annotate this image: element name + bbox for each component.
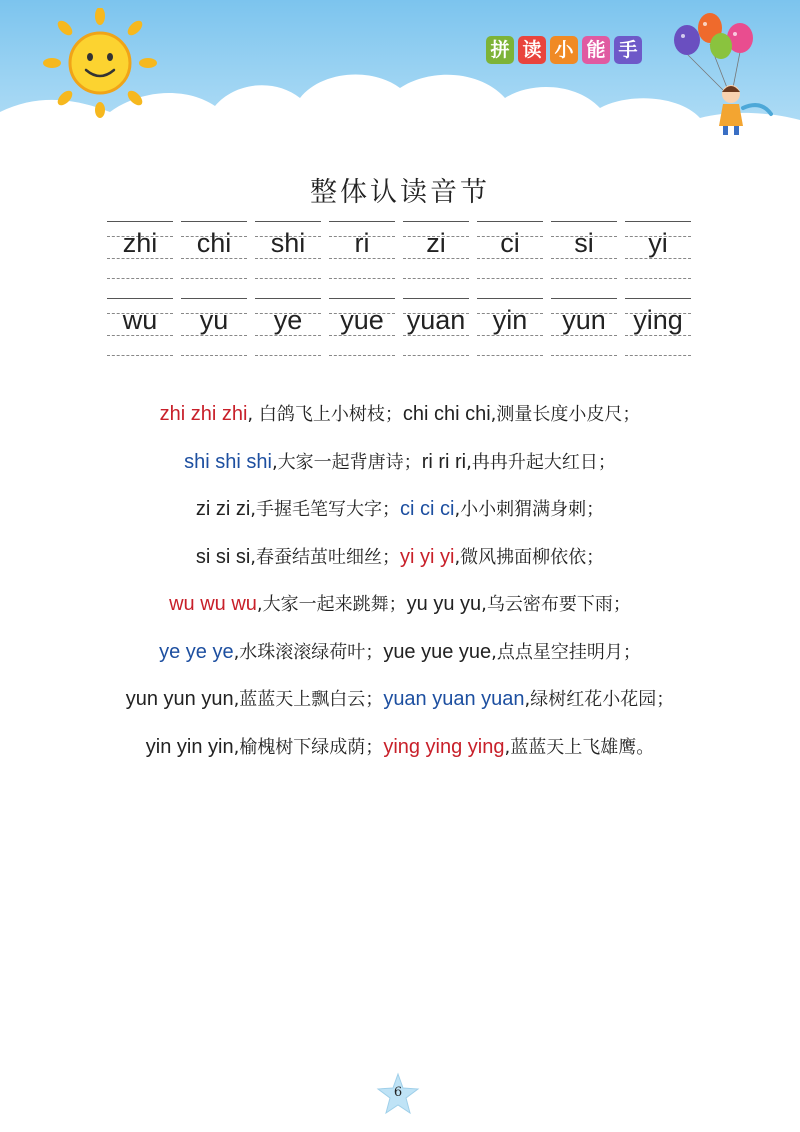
girl-with-balloons-illustration (665, 10, 785, 138)
syllable-cell (329, 214, 395, 286)
syllable-cell (403, 214, 469, 286)
syllable-text: ri (354, 228, 370, 258)
syllable-cell (551, 291, 617, 363)
verse-pinyin: yu yu yu (406, 593, 482, 615)
syllable-text: yin (492, 305, 528, 335)
page-number: 6 (393, 1085, 403, 1100)
verse-text: ,手握毛笔写大字； (250, 499, 400, 520)
verse-text: ,微风拂面柳依依； (454, 546, 605, 568)
page-title: 整体认读音节 (310, 177, 490, 208)
smiling-sun-illustration (40, 8, 160, 118)
syllable-cell (551, 214, 617, 286)
syllable-text: wu (122, 305, 158, 335)
syllable-cell (107, 214, 173, 286)
verse-line (0, 444, 800, 492)
verse-pinyin: wu wu wu (169, 593, 257, 615)
syllable-text: yu (199, 305, 229, 335)
verse-text: ,蓝蓝天上飘白云； (233, 689, 384, 710)
verse-text: ,点点星空挂明月； (491, 641, 641, 663)
verse-text: , 白鸽飞上小树枝； (247, 404, 403, 425)
syllable-text: si (574, 228, 594, 258)
syllable-cell (477, 291, 543, 363)
verse-pinyin: ye ye ye (159, 640, 234, 663)
syllable-cell (181, 214, 247, 286)
verse-pinyin: shi shi shi (184, 450, 272, 473)
verse-pinyin: yun yun yun (125, 688, 234, 710)
syllable-text: shi (270, 228, 306, 258)
banner-char: 能 (582, 36, 610, 64)
syllable-cell (255, 291, 321, 363)
verse-pinyin: yuan yuan yuan (383, 688, 525, 710)
syllable-text: zi (426, 228, 446, 258)
banner-char: 拼 (486, 36, 514, 64)
verse-pinyin: zhi zhi zhi (159, 403, 248, 425)
syllable-text: yun (562, 305, 606, 335)
syllable-text: yue (340, 305, 384, 335)
verse-line (0, 491, 800, 539)
syllable-text: ci (500, 228, 520, 258)
syllable-row (107, 214, 693, 286)
verse-text: ,小小刺猬满身刺； (454, 499, 605, 520)
syllable-cell (403, 291, 469, 363)
syllable-cell (625, 214, 691, 286)
syllable-text: yi (648, 228, 668, 258)
syllable-text: chi (196, 228, 232, 258)
verse-text: ,蓝蓝天上飞雄鹰。 (504, 736, 655, 758)
syllable-cell (329, 291, 395, 363)
verse-pinyin: yue yue yue (383, 640, 492, 663)
verse-line (0, 396, 800, 444)
verse-pinyin: ying ying ying (383, 735, 505, 758)
banner-char: 手 (614, 36, 642, 64)
verse-line (0, 539, 800, 587)
verse-text: ,冉冉升起大红日； (466, 451, 616, 473)
verse-line (0, 729, 800, 777)
syllable-cell (477, 214, 543, 286)
verse-text: ,水珠滚滚绿荷叶； (233, 641, 384, 663)
verse-pinyin: si si si (195, 545, 251, 568)
syllable-cell (181, 291, 247, 363)
page-number-badge (373, 1070, 423, 1120)
verse-list (0, 396, 800, 776)
syllable-text: ying (633, 305, 683, 335)
verse-pinyin: yi yi yi (400, 545, 455, 568)
banner-char: 读 (518, 36, 546, 64)
verse-pinyin: chi chi chi (402, 403, 491, 425)
verse-text: ,大家一起来跳舞； (256, 594, 407, 615)
verse-line (0, 681, 800, 729)
verse-text: ,乌云密布要下雨； (481, 594, 631, 615)
syllable-row (107, 291, 693, 363)
verse-text: ,大家一起背唐诗； (271, 451, 422, 473)
verse-line (0, 586, 800, 634)
syllable-cell (625, 291, 691, 363)
syllable-text: yuan (406, 305, 466, 335)
verse-pinyin: yin yin yin (145, 735, 234, 758)
verse-pinyin: ci ci ci (400, 498, 455, 520)
banner-char: 小 (550, 36, 578, 64)
syllable-cell (255, 214, 321, 286)
verse-pinyin: ri ri ri (421, 450, 467, 473)
verse-text: ,春蚕结茧吐细丝； (250, 546, 400, 568)
verse-text: ,榆槐树下绿成荫； (233, 736, 384, 758)
verse-text: ,绿树红花小花园； (524, 689, 675, 710)
syllable-cell (107, 291, 173, 363)
banner-title (486, 36, 642, 64)
verse-pinyin: zi zi zi (195, 498, 251, 520)
verse-text: ,测量长度小皮尺； (490, 404, 641, 425)
verse-line (0, 634, 800, 682)
syllable-text: zhi (122, 228, 158, 258)
syllable-text: ye (273, 305, 303, 335)
